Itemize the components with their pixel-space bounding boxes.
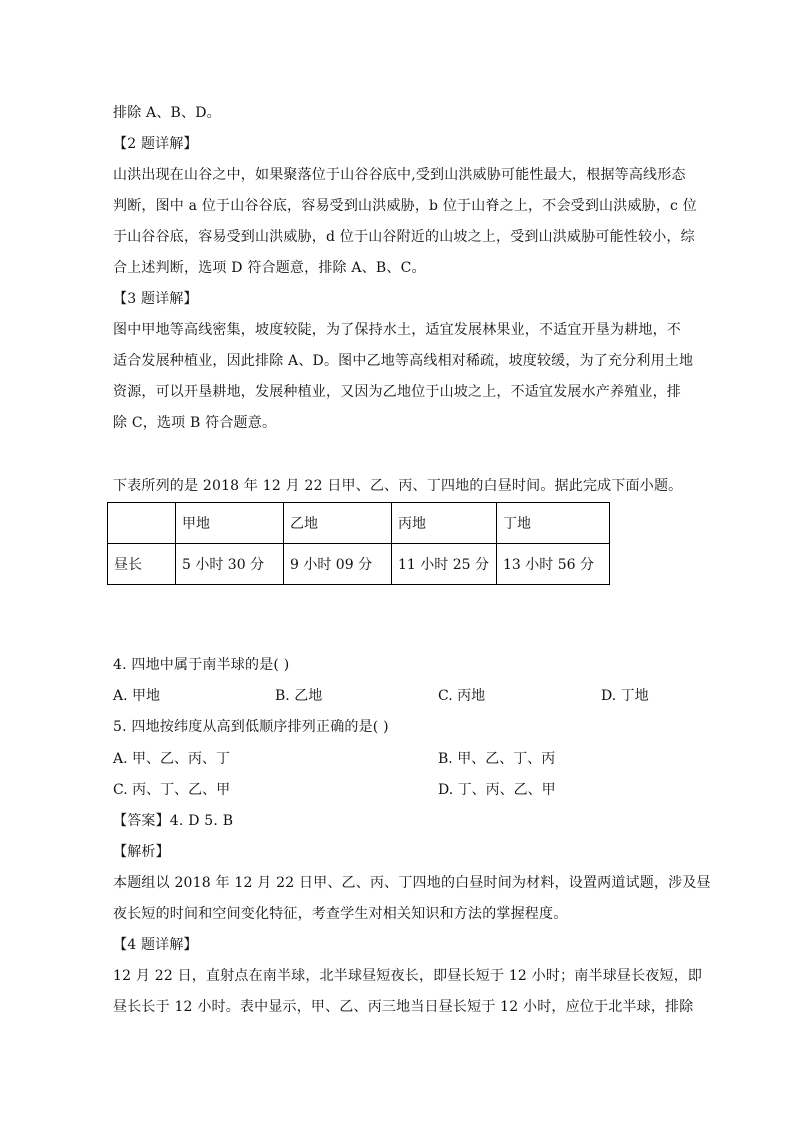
- paragraph-text: 山洪出现在山谷之中，如果聚落位于山谷谷底中,受到山洪威胁可能性最大，根据等高线形态: [113, 167, 686, 183]
- table-cell: 丙地: [392, 503, 497, 544]
- paragraph-text: 资源，可以开垦耕地，发展种植业，又因为乙地位于山坡之上，不适宜发展水产养殖业，排: [113, 384, 681, 400]
- table-cell: 9 小时 09 分: [284, 544, 392, 585]
- table-cell: 昼长: [108, 544, 176, 585]
- paragraph-text: 合上述判断，选项 D 符合题意，排除 A、B、C。: [113, 260, 426, 276]
- table-cell: 5 小时 30 分: [176, 544, 284, 585]
- option-c: C. 丙、丁、乙、甲: [113, 782, 231, 798]
- question-stem: 5. 四地按纬度从高到低顺序排列正确的是( ): [113, 719, 389, 735]
- paragraph-text: 适合发展种植业，因此排除 A、D。图中乙地等高线相对稀疏，坡度较缓，为了充分利用土地: [113, 353, 694, 369]
- table-cell: 甲地: [176, 503, 284, 544]
- option-a: A. 甲地: [113, 688, 161, 704]
- paragraph-text: 本题组以 2018 年 12 月 22 日甲、乙、丙、丁四地的白昼时间为材料，设置两道试题，涉及昼: [113, 875, 711, 891]
- table-cell: [108, 503, 176, 544]
- table-header-row: [108, 503, 610, 544]
- option-b: B. 乙地: [275, 688, 323, 704]
- paragraph-text: 图中甲地等高线密集，坡度较陡，为了保持水土，适宜发展林果业，不适宜开垦为耕地，不: [113, 322, 681, 338]
- table-intro: 下表所列的是 2018 年 12 月 22 日甲、乙、丙、丁四地的白昼时间。据此完成下面小题。: [113, 478, 683, 494]
- table-cell: 13 小时 56 分: [497, 544, 610, 585]
- paragraph-text: 夜长短的时间和空间变化特征，考查学生对相关知识和方法的掌握程度。: [113, 906, 568, 922]
- option-c: C. 丙地: [438, 688, 486, 704]
- paragraph-text: 判断，图中 a 位于山谷谷底，容易受到山洪威胁，b 位于山脊之上，不会受到山洪威胁，c 位: [113, 198, 697, 214]
- question-stem: 4. 四地中属于南半球的是( ): [113, 657, 290, 673]
- section-heading: 【4 题详解】: [113, 937, 198, 953]
- option-d: D. 丁地: [601, 688, 649, 704]
- option-b: B. 甲、乙、丁、丙: [438, 751, 556, 767]
- table-cell: 11 小时 25 分: [392, 544, 497, 585]
- table-cell: 丁地: [497, 503, 610, 544]
- answer-line: 【答案】4. D 5. B: [113, 813, 234, 829]
- daylight-table: [107, 502, 610, 585]
- option-a: A. 甲、乙、丙、丁: [113, 751, 231, 767]
- section-heading: 【2 题详解】: [113, 136, 198, 152]
- table-row: [108, 544, 610, 585]
- paragraph-text: 除 C，选项 B 符合题意。: [113, 415, 277, 431]
- paragraph-text: 昼长长于 12 小时。表中显示，甲、乙、丙三地当日昼长短于 12 小时，应位于北半球，排除: [113, 999, 694, 1015]
- paragraph-text: 12 月 22 日，直射点在南半球，北半球昼短夜长，即昼长短于 12 小时；南半球昼长夜短，即: [113, 968, 703, 984]
- section-heading: 【解析】: [113, 844, 170, 860]
- paragraph-text: 排除 A、B、D。: [113, 105, 221, 121]
- paragraph-text: 于山谷谷底，容易受到山洪威胁，d 位于山谷附近的山坡之上，受到山洪威胁可能性较小，综: [113, 229, 695, 245]
- table-cell: 乙地: [284, 503, 392, 544]
- section-heading: 【3 题详解】: [113, 291, 198, 307]
- option-d: D. 丁、丙、乙、甲: [438, 782, 556, 798]
